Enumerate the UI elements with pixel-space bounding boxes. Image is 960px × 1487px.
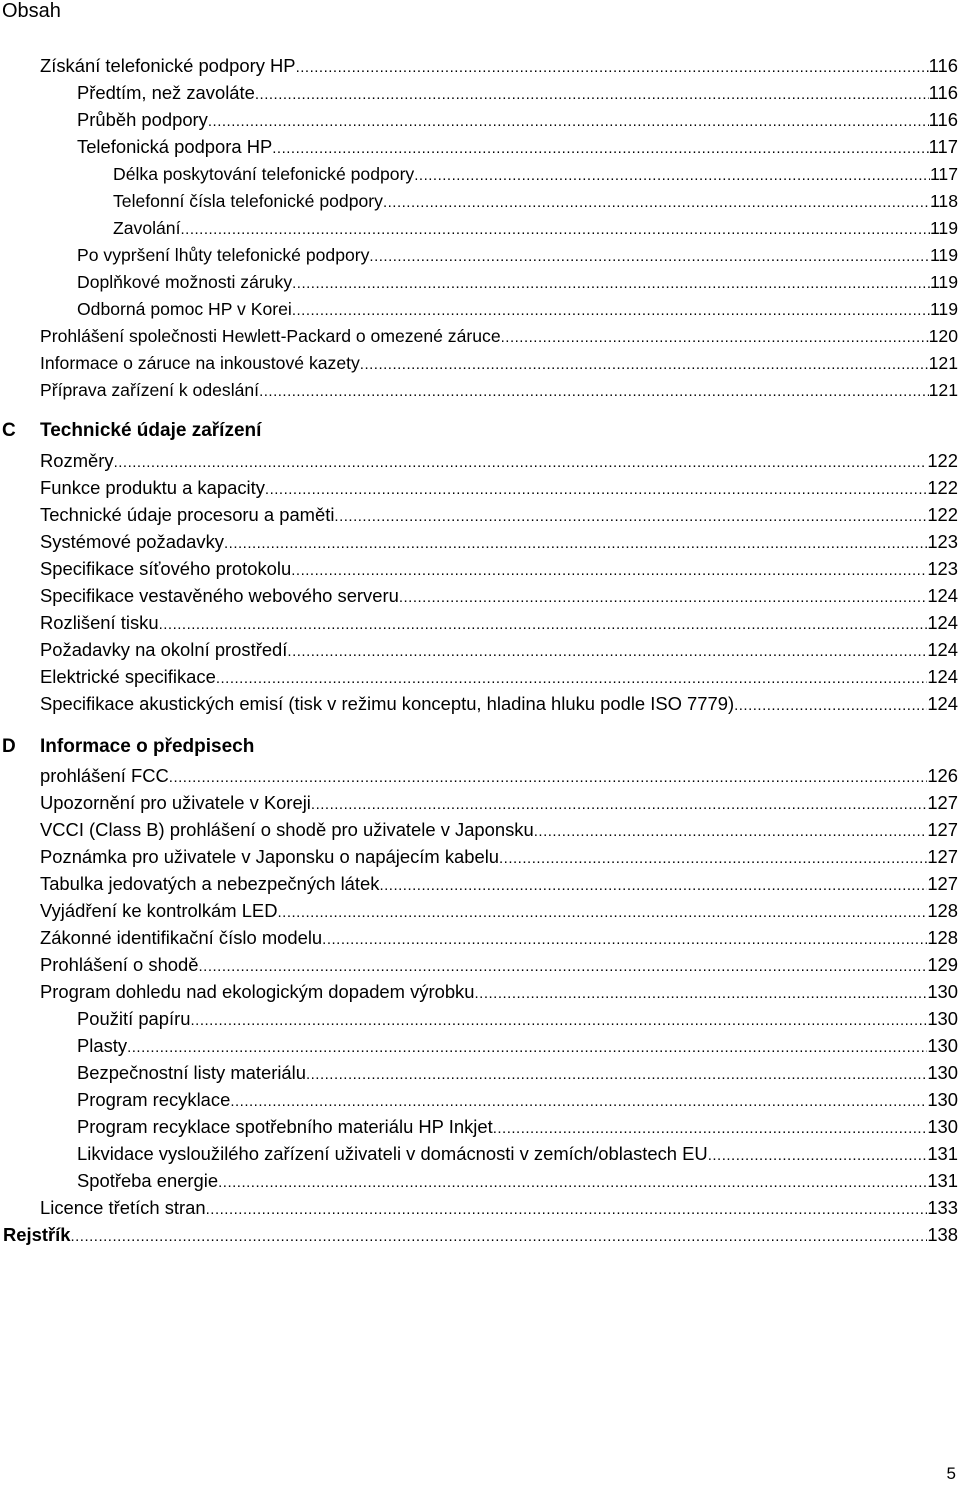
- dot-leader: [499, 850, 927, 868]
- toc-entry-label: Specifikace vestavěného webového serveru: [40, 585, 399, 606]
- toc-entry-label: Bezpečnostní listy materiálu: [77, 1062, 306, 1083]
- toc-entry-page: 119: [929, 218, 958, 238]
- dot-leader: [414, 167, 930, 185]
- dot-leader: [216, 670, 928, 688]
- dot-leader: [311, 796, 927, 814]
- toc-entry-page: 116: [928, 55, 958, 76]
- toc-entry[interactable]: [40, 377, 958, 401]
- section-heading-c[interactable]: [0, 418, 960, 444]
- toc-entry-label: Telefonní čísla telefonické podpory: [113, 191, 383, 211]
- toc-entry-page: 133: [927, 1197, 958, 1218]
- toc-entry[interactable]: [40, 664, 958, 688]
- toc-entry-page: 130: [927, 1008, 958, 1029]
- toc-entry[interactable]: [40, 350, 958, 374]
- toc-entry-page: 127: [927, 846, 958, 867]
- toc-entry[interactable]: [40, 844, 958, 868]
- toc-entry-label: Systémové požadavky: [40, 531, 224, 552]
- dot-leader: [292, 275, 930, 293]
- toc-entry-page: 124: [927, 666, 958, 687]
- toc-entry[interactable]: [77, 1141, 958, 1165]
- dot-leader: [190, 1012, 927, 1030]
- toc-entry-page: 117: [929, 164, 958, 184]
- toc-entry[interactable]: [77, 107, 958, 131]
- toc-entry-label: Doplňkové možnosti záruky: [77, 272, 293, 292]
- toc-entry[interactable]: [77, 296, 958, 320]
- toc-entry[interactable]: [40, 1195, 958, 1219]
- toc-entry-label: VCCI (Class B) prohlášení o shodě pro uživatele v Japonsku: [40, 819, 534, 840]
- dot-leader: [306, 1066, 927, 1084]
- toc-entry[interactable]: [77, 1033, 958, 1057]
- dot-leader: [399, 589, 927, 607]
- toc-entry[interactable]: [40, 817, 958, 841]
- toc-entry-page: 120: [928, 326, 958, 346]
- dot-leader: [169, 769, 928, 787]
- section-title: Informace o předpisech: [40, 736, 255, 757]
- toc-entry-label: Upozornění pro uživatele v Koreji: [40, 792, 311, 813]
- dot-leader: [296, 59, 929, 77]
- toc-entry-page: 119: [929, 272, 958, 292]
- toc-entry-label: Elektrické specifikace: [40, 666, 216, 687]
- toc-entry-page: 121: [928, 353, 958, 373]
- dot-leader: [259, 383, 929, 401]
- page-title: Obsah: [2, 0, 61, 22]
- toc-entry[interactable]: [77, 242, 958, 266]
- toc-entry-label: Tabulka jedovatých a nebezpečných látek: [40, 873, 380, 894]
- toc-entry-label: Program recyklace spotřebního materiálu HP Inkjet: [77, 1116, 493, 1137]
- toc-entry[interactable]: [40, 475, 958, 499]
- toc-entry[interactable]: [40, 323, 958, 347]
- toc-entry[interactable]: [40, 925, 958, 949]
- dot-leader: [230, 1093, 927, 1111]
- toc-entry-page: 119: [929, 245, 958, 265]
- toc-entry[interactable]: [77, 1087, 958, 1111]
- toc-entry[interactable]: [40, 53, 958, 77]
- toc-entry[interactable]: [77, 80, 958, 104]
- section-title: Technické údaje zařízení: [40, 420, 262, 441]
- toc-entry-label: Program recyklace: [77, 1089, 231, 1110]
- dot-leader: [70, 1228, 927, 1246]
- dot-leader: [180, 221, 929, 239]
- toc-entry[interactable]: [77, 1114, 958, 1138]
- toc-entry-label: prohlášení FCC: [40, 765, 169, 786]
- toc-entry-page: 127: [927, 792, 958, 813]
- dot-leader: [493, 1120, 928, 1138]
- toc-entry-page: 122: [927, 504, 958, 525]
- toc-entry-label: Požadavky na okolní prostředí: [40, 639, 288, 660]
- toc-entry[interactable]: [40, 691, 958, 715]
- dot-leader: [208, 113, 929, 131]
- toc-entry-label: Délka poskytování telefonické podpory: [113, 164, 415, 184]
- toc-entry-page: 130: [927, 981, 958, 1002]
- dot-leader: [265, 481, 927, 499]
- dot-leader: [534, 823, 928, 841]
- toc-entry-page: 117: [928, 136, 958, 157]
- toc-entry[interactable]: [113, 188, 958, 212]
- toc-entry-label: Zákonné identifikační číslo modelu: [40, 927, 323, 948]
- toc-entry-page: 130: [927, 1035, 958, 1056]
- toc-entry-label: Program dohledu nad ekologickým dopadem výrobku: [40, 981, 475, 1002]
- toc-entry[interactable]: [77, 1060, 958, 1084]
- toc-entry-label: Rozměry: [40, 450, 114, 471]
- toc-entry[interactable]: [40, 979, 958, 1003]
- toc-entry[interactable]: [113, 215, 958, 239]
- dot-leader: [218, 1174, 927, 1192]
- toc-entry-page: 131: [927, 1170, 958, 1191]
- toc-entry-label: Spotřeba energie: [77, 1170, 219, 1191]
- toc-entry[interactable]: [113, 161, 958, 185]
- toc-entry-page: 128: [927, 900, 958, 921]
- dot-leader: [272, 140, 928, 158]
- dot-leader: [114, 454, 928, 472]
- dot-leader: [255, 86, 929, 104]
- dot-leader: [322, 931, 927, 949]
- toc-entry-page: 130: [927, 1089, 958, 1110]
- toc-entry-page: 122: [927, 450, 958, 471]
- toc-entry-page: 131: [927, 1143, 958, 1164]
- toc-entry-page: 124: [927, 612, 958, 633]
- toc-entry-page: 130: [927, 1116, 958, 1137]
- dot-leader: [501, 329, 929, 347]
- toc-entry-label: Použití papíru: [77, 1008, 191, 1029]
- toc-entry[interactable]: [40, 952, 958, 976]
- toc-entry-page: 126: [927, 765, 958, 786]
- dot-leader: [334, 508, 927, 526]
- toc-entry-label: Informace o záruce na inkoustové kazety: [40, 353, 360, 373]
- toc-entry-label: Specifikace síťového protokolu: [40, 558, 292, 579]
- dot-leader: [198, 958, 927, 976]
- toc-entry-label: Prohlášení společnosti Hewlett-Packard o omezené záruce: [40, 326, 501, 346]
- toc-entry-label: Technické údaje procesoru a paměti: [40, 504, 335, 525]
- section-letter: D: [2, 736, 16, 757]
- toc-entry-label: Získání telefonické podpory HP: [40, 55, 296, 76]
- toc-entry[interactable]: [40, 583, 958, 607]
- toc-entry-label: Specifikace akustických emisí (tisk v režimu konceptu, hladina hluku podle ISO 7779): [40, 693, 735, 714]
- dot-leader: [277, 904, 927, 922]
- dot-leader: [206, 1201, 928, 1219]
- toc-entry[interactable]: [40, 637, 958, 661]
- toc-entry-label: Telefonická podpora HP: [77, 136, 273, 157]
- toc-entry[interactable]: [40, 529, 958, 553]
- dot-leader: [291, 562, 927, 580]
- toc-entry[interactable]: [77, 1006, 958, 1030]
- toc-entry-page: 118: [929, 191, 958, 211]
- toc-entry-label: Po vypršení lhůty telefonické podpory: [77, 245, 370, 265]
- dot-leader: [292, 302, 930, 320]
- toc-entry-page: 119: [929, 299, 958, 319]
- toc-entry-page: 123: [927, 531, 958, 552]
- toc-entry-label: Průběh podpory: [77, 109, 208, 130]
- toc-entry[interactable]: [40, 610, 958, 634]
- toc-entry-page: 138: [927, 1224, 958, 1245]
- toc-entry[interactable]: [77, 1168, 958, 1192]
- toc-entry[interactable]: [77, 134, 958, 158]
- toc-entry-index[interactable]: [3, 1222, 958, 1246]
- toc-entry[interactable]: [40, 763, 958, 787]
- toc-entry[interactable]: [40, 790, 958, 814]
- toc-entry-label: Plasty: [77, 1035, 128, 1056]
- dot-leader: [224, 535, 927, 553]
- section-heading-d[interactable]: [0, 734, 960, 760]
- toc-entry-page: 122: [927, 477, 958, 498]
- toc-entry-page: 116: [928, 109, 958, 130]
- dot-leader: [474, 985, 927, 1003]
- dot-leader: [360, 356, 929, 374]
- toc-entry-label: Vyjádření ke kontrolkám LED: [40, 900, 278, 921]
- toc-entry-page: 123: [927, 558, 958, 579]
- dot-leader: [708, 1147, 928, 1165]
- toc-entry-page: 129: [927, 954, 958, 975]
- toc-entry-page: 124: [927, 639, 958, 660]
- toc-entry-label: Rozlišení tisku: [40, 612, 159, 633]
- toc-entry-label: Příprava zařízení k odeslání: [40, 380, 260, 400]
- toc-entry[interactable]: [40, 448, 958, 472]
- toc-entry-label: Funkce produktu a kapacity: [40, 477, 265, 498]
- toc-entry[interactable]: [40, 502, 958, 526]
- dot-leader: [383, 194, 930, 212]
- toc-entry-page: 121: [928, 380, 958, 400]
- toc-entry-page: 127: [927, 819, 958, 840]
- section-letter: C: [2, 420, 16, 441]
- toc-entry-page: 130: [927, 1062, 958, 1083]
- dot-leader: [734, 697, 927, 715]
- toc-entry-label: Likvidace vysloužilého zařízení uživateli v domácnosti v zemích/oblastech EU: [77, 1143, 708, 1164]
- toc-entry-label: Rejstřík: [3, 1224, 71, 1245]
- toc-entry-page: 127: [927, 873, 958, 894]
- toc-entry-label: Prohlášení o shodě: [40, 954, 199, 975]
- toc-entry[interactable]: [40, 556, 958, 580]
- toc-entry-label: Odborná pomoc HP v Korei: [77, 299, 292, 319]
- toc-entry-page: 116: [928, 82, 958, 103]
- dot-leader: [287, 643, 927, 661]
- dot-leader: [159, 616, 928, 634]
- toc-entry-page: 128: [927, 927, 958, 948]
- page-number: 5: [946, 1464, 956, 1483]
- dot-leader: [369, 248, 930, 266]
- toc-entry-label: Předtím, než zavoláte: [77, 82, 255, 103]
- dot-leader: [127, 1039, 927, 1057]
- toc-entry-label: Poznámka pro uživatele v Japonsku o napájecím kabelu: [40, 846, 500, 867]
- toc-entry-label: Zavolání: [113, 218, 181, 238]
- toc-entry-page: 124: [927, 693, 958, 714]
- dot-leader: [379, 877, 927, 895]
- toc-entry[interactable]: [77, 269, 958, 293]
- toc-entry-label: Licence třetích stran: [40, 1197, 206, 1218]
- toc-entry[interactable]: [40, 871, 958, 895]
- toc-entry[interactable]: [40, 898, 958, 922]
- toc-entry-page: 124: [927, 585, 958, 606]
